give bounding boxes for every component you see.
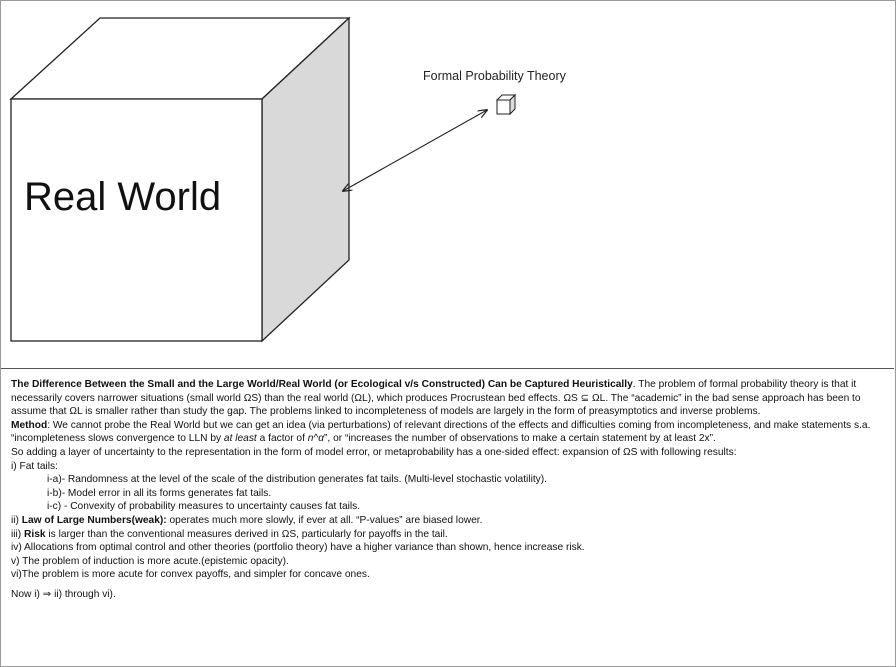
caption-paragraph-1: The Difference Between the Small and the Large World/Real World (or Ecological v/s Constructed) Can be Captured Heuristically. The problem of formal probability theory is that it necessarily covers narrower situations (small world ΩS) than the real world (ΩL), which produces Procrustean bed effects. ΩS ⊆ ΩL. The “academic” in the bad sense approach has been to assume that ΩL is smaller rather than study the gap. The problems linked to incompleteness of models are largely in the form of preasymptotics and inverse problems. [11, 379, 861, 418]
item-iv: iv) Allocations from optimal control and other theories (portfolio theory) have a higher variance than shown, hence increase risk. [11, 542, 585, 554]
omega-s-symbol: ΩS [243, 392, 259, 404]
item-iii: iii) Risk is larger than the conventional measures derived in ΩS, particularly for payoffs in the tail. [11, 528, 448, 540]
omega-s-symbol: ΩS [281, 528, 297, 540]
caption-now: Now i) ⇒ ii) through vi). [11, 588, 116, 600]
item-i-b: i-b)- Model error in all its forms generates fat tails. [47, 487, 272, 499]
item-i-a: i-a)- Randomness at the level of the scale of the distribution generates fat tails. (Multi-level stochastic volatility). [47, 474, 547, 486]
caption-box [1, 368, 894, 665]
method-label: Method [11, 419, 48, 431]
omega-s-symbol: ΩS [623, 446, 638, 458]
item-v: v) The problem of induction is more acute.(epistemic opacity). [11, 555, 289, 567]
item-i-c: i-c) - Convexity of probability measures to uncertainty causes fat tails. [47, 501, 361, 513]
item-i: i) Fat tails: [11, 460, 58, 472]
omega-l-symbol: ΩL [69, 406, 83, 418]
n-alpha-symbol: n^α [307, 433, 325, 445]
caption-title: The Difference Between the Small and the Large World/Real World (or Ecological v/s Constructed) Can be Captured Heuristically [11, 379, 633, 390]
real-world-cube [11, 18, 349, 341]
double-arrow [343, 110, 487, 191]
real-world-label: Real World [24, 175, 222, 219]
omega-l-symbol: ΩL [354, 392, 368, 404]
caption-method: Method: We cannot probe the Real World but we can get an idea (via perturbations) of relevant directions of the effects and difficulties coming from incompleteness, and make statements s.a. “incompleteness slows convergence to LLN by at least a factor of n^α”, or “increases the number of observations to make a certain statement by at least 2x”. [11, 419, 871, 445]
caption-so-adding: So adding a layer of uncertainty to the representation in the form of model error, or metaprobability has a one-sided effect: expansion of ΩS with following results: [11, 446, 737, 458]
big-cube-front [11, 99, 262, 341]
small-cube-front [497, 100, 510, 114]
formal-probability-label: Formal Probability Theory [423, 69, 566, 83]
item-ii: ii) Law of Large Numbers(weak): operates much more slowly, if ever at all. “P-values” are biased lower. [11, 514, 483, 526]
subset-symbol: ΩS ⊆ ΩL [563, 392, 606, 404]
formal-probability-cube [497, 95, 515, 114]
item-vi: vi)The problem is more acute for convex payoffs, and simpler for concave ones. [11, 569, 370, 581]
